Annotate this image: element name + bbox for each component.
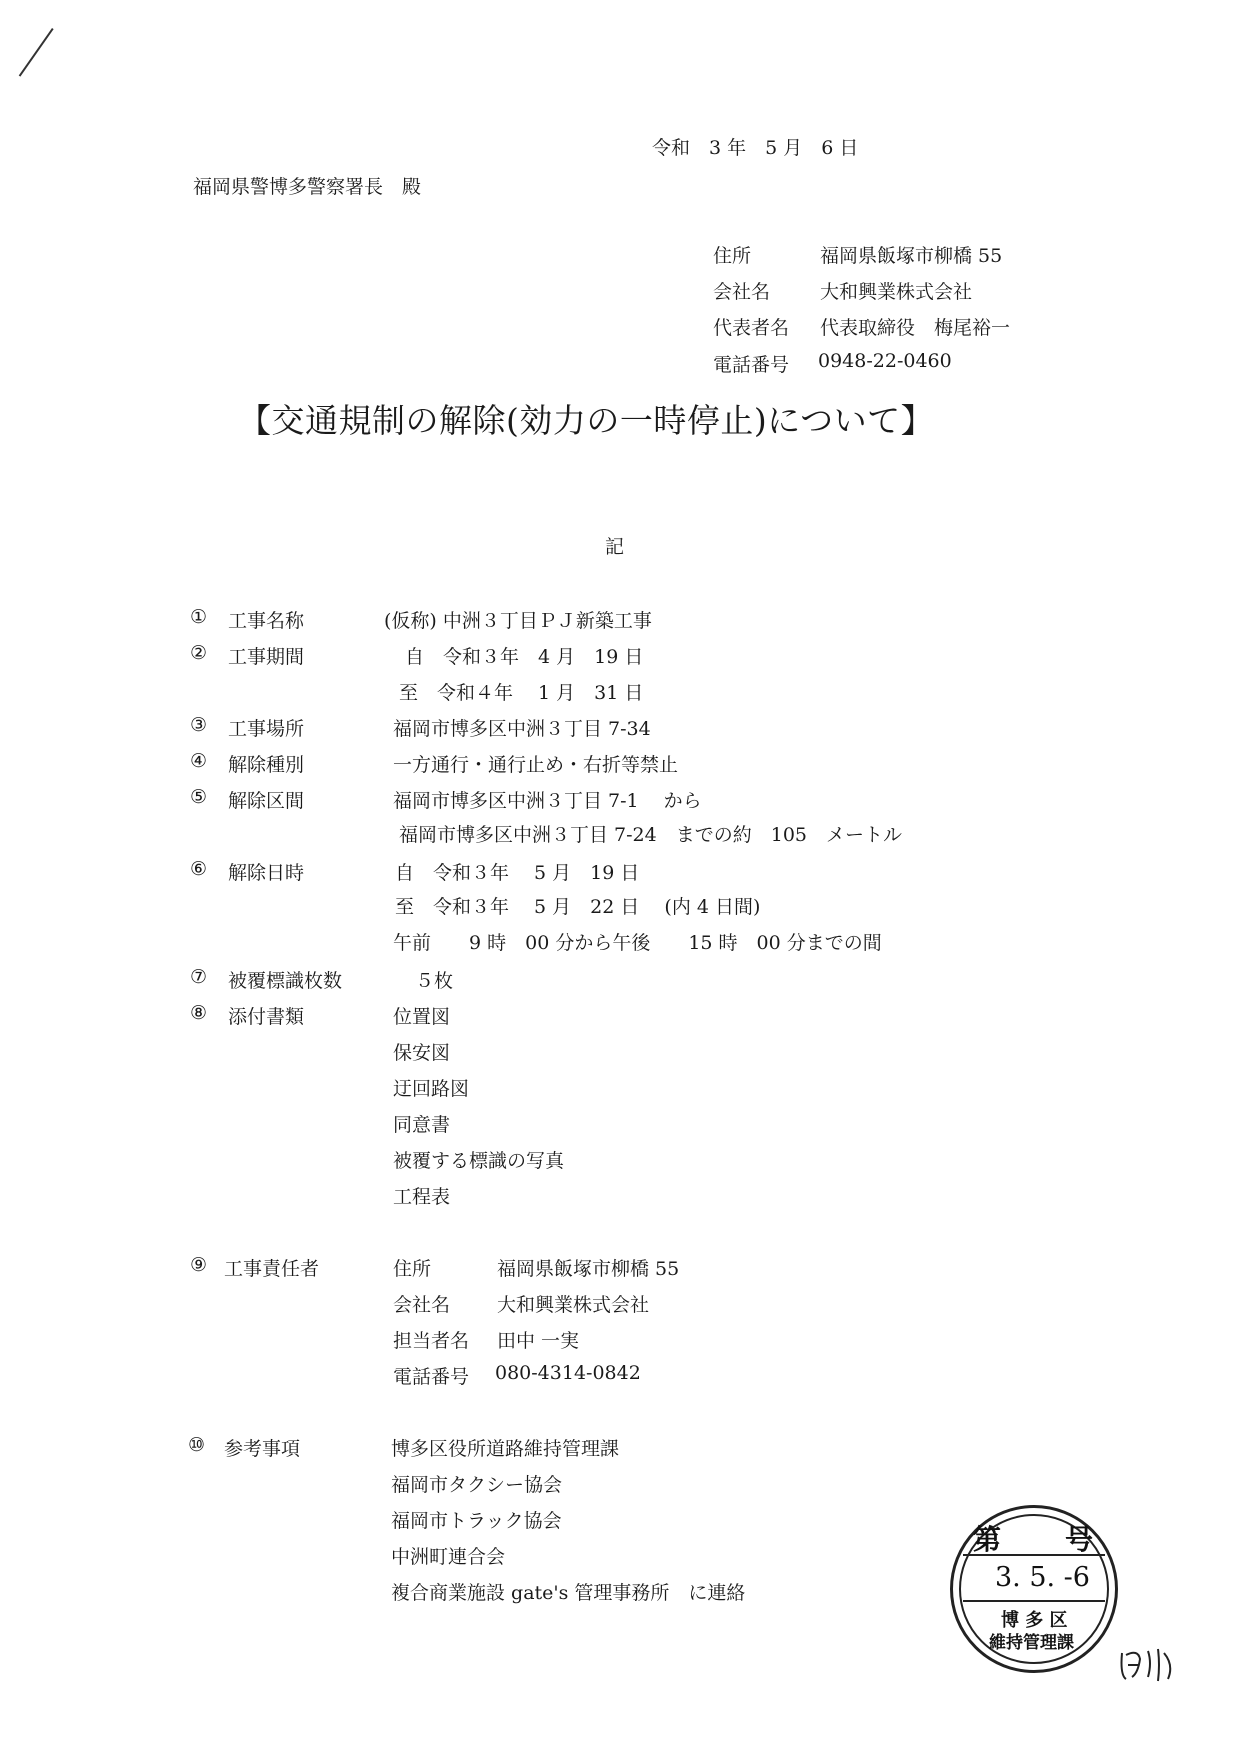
reference-item: 複合商業施設 gate's 管理事務所 に連絡 — [391, 1582, 746, 1604]
item-value-datetime-to: 至 令和３年 5 月 22 日 (内 4 日間) — [395, 896, 761, 918]
item-value-period-from: 自 令和３年 4 月 19 日 — [405, 646, 644, 668]
item-value-section-to: 福岡市博多区中洲３丁目 7-24 までの約 105 メートル — [399, 824, 902, 846]
item-label-attachments: 添付書類 — [228, 1006, 305, 1028]
attachment-item: 保安図 — [393, 1042, 451, 1064]
reference-item: 博多区役所道路維持管理課 — [391, 1438, 620, 1460]
item-number: ⑨ — [190, 1254, 208, 1276]
stamp-department: 博 多 区 — [1001, 1610, 1068, 1631]
stamp-divider — [963, 1600, 1105, 1602]
attachment-item: 同意書 — [393, 1114, 451, 1136]
item-number: ① — [190, 606, 208, 628]
item-label-release-datetime: 解除日時 — [228, 862, 305, 884]
item-number: ⑥ — [190, 858, 208, 880]
attachment-item: 被覆する標識の写真 — [393, 1150, 565, 1172]
attachment-item: 工程表 — [393, 1186, 451, 1208]
item-number: ⑤ — [190, 786, 208, 808]
stamp-section: 維持管理課 — [989, 1633, 1074, 1653]
reference-item: 福岡市トラック協会 — [391, 1510, 562, 1532]
applicant-company-label: 会社名 — [713, 281, 771, 303]
stamp-number-suffix: 号 — [1065, 1523, 1094, 1556]
reference-item: 中洲町連合会 — [391, 1546, 506, 1568]
item-value-construction-site: 福岡市博多区中洲３丁目 7-34 — [393, 718, 651, 740]
ki-marker: 記 — [605, 536, 625, 558]
manager-company-value: 大和興業株式会社 — [497, 1294, 650, 1316]
pen-mark — [19, 28, 54, 77]
manager-address-label: 住所 — [393, 1258, 432, 1280]
applicant-address-value: 福岡県飯塚市柳橋 55 — [820, 245, 1003, 267]
item-label-manager: 工事責任者 — [224, 1258, 320, 1280]
item-number: ⑧ — [190, 1002, 208, 1024]
item-value-construction-name: (仮称) 中洲３丁目ＰＪ新築工事 — [384, 610, 652, 632]
manager-phone-label: 電話番号 — [393, 1366, 470, 1388]
item-label-sign-count: 被覆標識枚数 — [228, 970, 343, 992]
item-value-release-type: 一方通行・通行止め・右折等禁止 — [393, 754, 679, 776]
item-number: ④ — [190, 750, 208, 772]
handwritten-signature — [1118, 1645, 1178, 1685]
manager-address-value: 福岡県飯塚市柳橋 55 — [497, 1258, 680, 1280]
item-number: ⑩ — [188, 1434, 206, 1456]
addressee: 福岡県警博多警察署長 殿 — [193, 176, 422, 198]
applicant-address-label: 住所 — [713, 245, 752, 267]
applicant-company-value: 大和興業株式会社 — [820, 281, 973, 303]
item-value-datetime-hours: 午前 9 時 00 分から午後 15 時 00 分までの間 — [393, 932, 882, 954]
attachment-item: 迂回路図 — [393, 1078, 470, 1100]
item-label-construction-site: 工事場所 — [228, 718, 305, 740]
reference-item: 福岡市タクシー協会 — [391, 1474, 563, 1496]
item-value-datetime-from: 自 令和３年 5 月 19 日 — [395, 862, 640, 884]
item-number: ② — [190, 642, 208, 664]
item-number: ⑦ — [190, 966, 208, 988]
applicant-phone-value: 0948-22-0460 — [818, 350, 952, 372]
document-date: 令和 3 年 5 月 6 日 — [652, 137, 859, 159]
stamp-number-prefix: 第 — [973, 1523, 1002, 1556]
stamp-date: 3. 5. -6 — [995, 1562, 1090, 1593]
item-value-sign-count: ５枚 — [415, 970, 454, 992]
item-value-period-to: 至 令和４年 1 月 31 日 — [399, 682, 644, 704]
manager-company-label: 会社名 — [393, 1294, 451, 1316]
manager-person-value: 田中 一実 — [497, 1330, 580, 1352]
attachment-item: 位置図 — [393, 1006, 451, 1028]
item-label-release-section: 解除区間 — [228, 790, 305, 812]
manager-person-label: 担当者名 — [393, 1330, 470, 1352]
receipt-stamp — [950, 1505, 1118, 1673]
applicant-rep-label: 代表者名 — [713, 317, 790, 339]
item-label-construction-name: 工事名称 — [228, 610, 305, 632]
applicant-rep-value: 代表取締役 梅尾裕一 — [820, 317, 1011, 339]
item-label-release-type: 解除種別 — [228, 754, 305, 776]
document-title: 【交通規制の解除(効力の一時停止)について】 — [238, 401, 935, 440]
item-label-construction-period: 工事期間 — [228, 646, 305, 668]
item-label-references: 参考事項 — [224, 1438, 301, 1460]
manager-phone-value: 080-4314-0842 — [495, 1362, 641, 1384]
item-number: ③ — [190, 714, 208, 736]
item-value-section-from: 福岡市博多区中洲３丁目 7-1 から — [393, 790, 702, 812]
applicant-phone-label: 電話番号 — [713, 354, 790, 376]
